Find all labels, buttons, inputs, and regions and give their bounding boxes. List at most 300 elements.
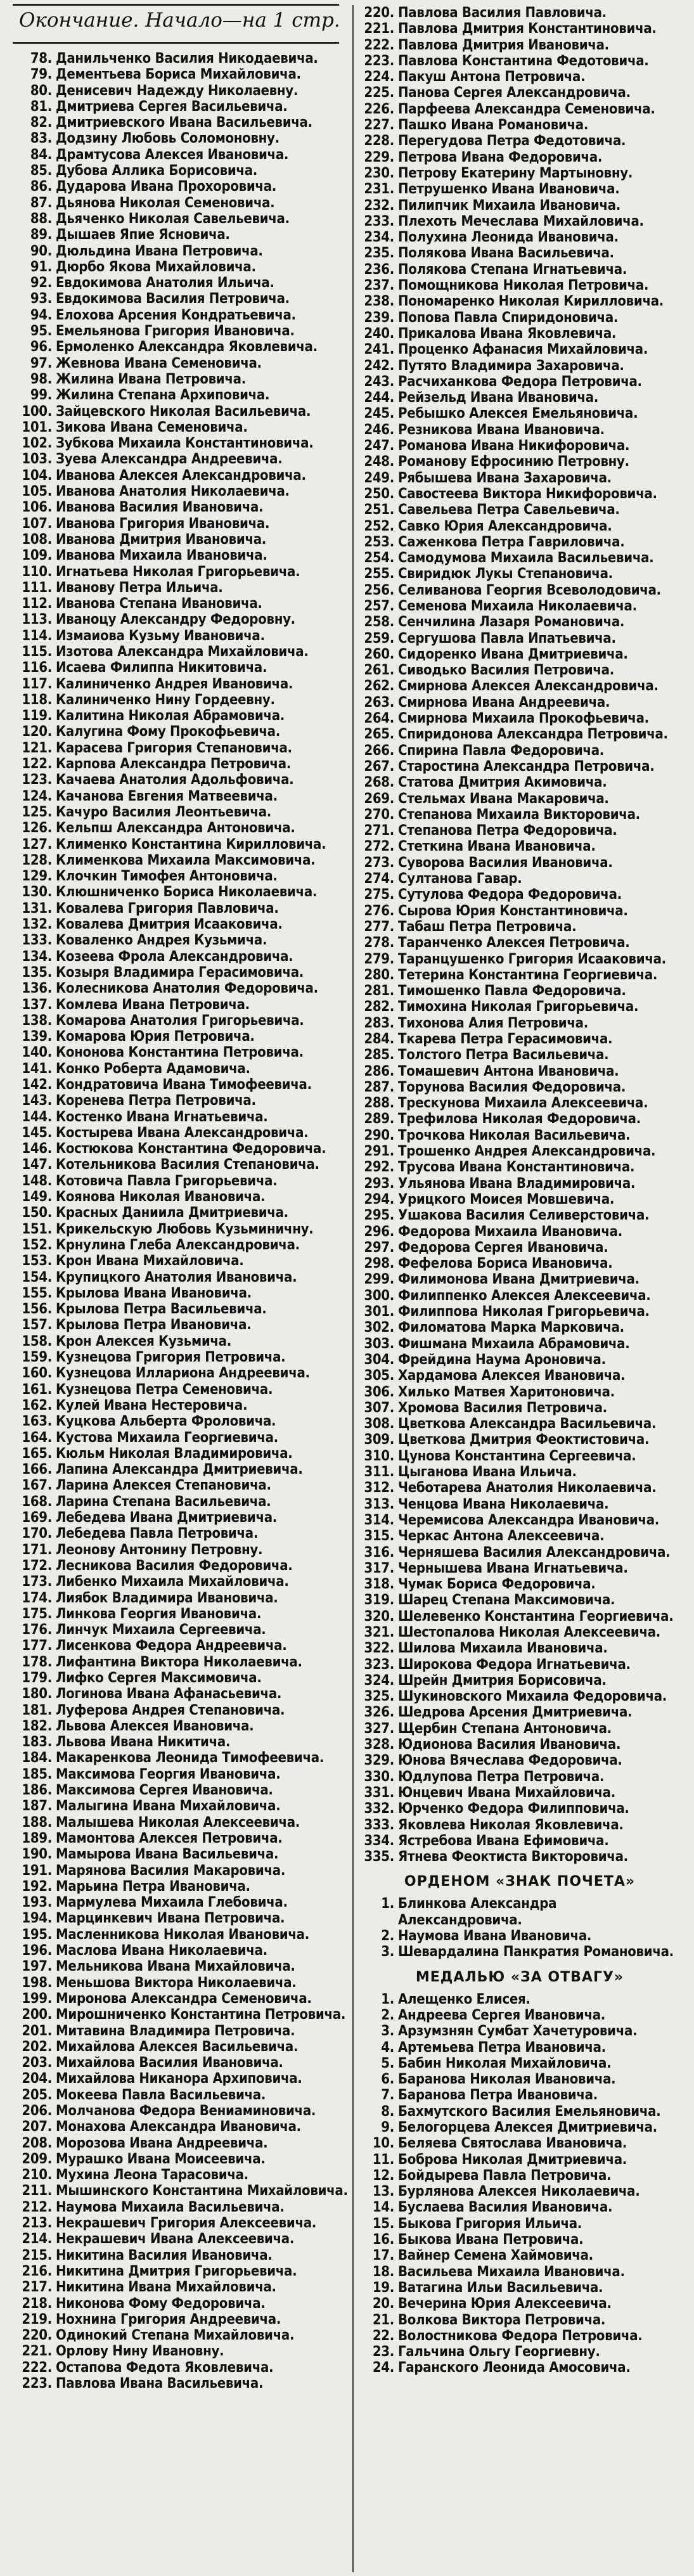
list-item (355, 1673, 684, 1689)
item-number: 214. (22, 2231, 52, 2248)
recipient-name: Ватагина Ильи Васильевича. (398, 2279, 603, 2296)
list-item (13, 2215, 355, 2231)
recipient-name: Шарец Степана Максимовича. (398, 1592, 615, 1609)
recipient-name: Иванова Анатолия Николаевича. (56, 484, 290, 500)
item-number: 11. (372, 2151, 394, 2168)
item-number: 104. (22, 467, 52, 484)
list-item (355, 1272, 684, 1287)
list-item (355, 1944, 684, 1960)
recipient-name: Марьина Петра Ивановича. (56, 1878, 250, 1895)
recipient-name: Лебедева Павла Петровича. (56, 1526, 259, 1542)
recipient-name: Калитина Николая Абрамовича. (56, 708, 285, 724)
list-item (13, 1317, 355, 1333)
list-item (13, 516, 355, 532)
item-number: 304. (364, 1351, 394, 1368)
list-item (13, 1927, 355, 1943)
list-item (13, 387, 355, 403)
recipient-name: Комарова Юрия Петровича. (56, 1029, 255, 1045)
item-number: 295. (364, 1208, 394, 1224)
list-item (13, 853, 355, 868)
recipient-name: Конко Роберта Адамовича. (56, 1060, 250, 1077)
recipient-name: Иванова Григория Ивановича. (56, 515, 270, 532)
list-item (13, 211, 355, 227)
item-number: 207. (22, 2119, 52, 2135)
item-number: 242. (364, 357, 394, 374)
list-item (13, 2199, 355, 2215)
item-number: 135. (22, 964, 52, 981)
list-item (13, 1285, 355, 1301)
recipient-name: Некрашевич Ивана Алексеевича. (56, 2231, 295, 2248)
item-number: 221. (364, 21, 394, 37)
list-item (13, 291, 355, 307)
list-item (355, 1928, 684, 1944)
list-item (13, 628, 355, 644)
recipient-name: Карпова Александра Петровича. (56, 756, 291, 773)
recipient-name: Толстого Петра Васильевича. (398, 1047, 609, 1064)
list-item (13, 1013, 355, 1029)
item-number: 326. (364, 1704, 394, 1721)
list-item (355, 214, 684, 229)
list-item (13, 2360, 355, 2376)
recipient-name: Линкова Георгия Ивановича. (56, 1606, 262, 1622)
list-item (13, 2023, 355, 2039)
recipient-name: Козыря Владимира Герасимовича. (56, 964, 304, 981)
list-item (355, 390, 684, 406)
recipient-name: Изотова Александра Михайловича. (56, 643, 309, 660)
item-number: 174. (22, 1590, 52, 1606)
list-item (355, 967, 684, 983)
list-item (13, 612, 355, 628)
list-item (355, 983, 684, 999)
recipient-name: Зуева Александра Андреевича. (56, 451, 283, 468)
recipient-name: Коваленко Андрея Кузьмича. (56, 932, 267, 949)
list-item (13, 1558, 355, 1574)
recipient-name: Пономаренко Николая Кирилловича. (398, 293, 664, 310)
recipient-name: Зубкова Михаила Константиновича. (56, 435, 314, 452)
recipient-name: Малышева Николая Алексеевича. (56, 1814, 300, 1831)
item-number: 232. (364, 197, 394, 214)
recipient-name: Перегудова Петра Федотовича. (398, 133, 626, 150)
recipient-name: Султанова Гавар. (398, 871, 522, 887)
recipient-name: Миронова Александра Семеновича. (56, 1990, 312, 2007)
recipient-name: Трескунова Михаила Алексеевича. (398, 1095, 648, 1112)
item-number: 10. (372, 2135, 394, 2152)
recipient-name: Филимонова Ивана Дмитриевича. (398, 1272, 639, 1288)
item-number: 205. (22, 2087, 52, 2103)
item-number: 260. (364, 646, 394, 662)
list-item (13, 564, 355, 580)
recipient-name: Баранова Николая Ивановича. (398, 2071, 616, 2088)
header-rule (13, 42, 339, 44)
recipient-name: Львова Ивана Никитича. (56, 1734, 231, 1751)
recipient-name: Ермоленко Александра Яковлевича. (56, 339, 318, 356)
list-item (355, 518, 684, 534)
item-number: 103. (22, 451, 52, 468)
recipient-name: Яковлева Николая Яковлевича. (398, 1817, 624, 1833)
list-item (13, 1157, 355, 1173)
item-number: 3. (381, 1944, 394, 1961)
recipient-name: Иванову Петра Ильича. (56, 579, 223, 596)
list-item (13, 1141, 355, 1157)
list-item (355, 1576, 684, 1592)
list-item (13, 949, 355, 965)
recipient-name: Михайлова Алексея Васильевича. (56, 2038, 299, 2055)
recipient-name: Луферова Андрея Степановича. (56, 1702, 285, 1718)
item-number: 311. (364, 1464, 394, 1481)
recipient-name: Шевардалина Панкратия Романовича. (398, 1944, 674, 1961)
list-item (355, 358, 684, 374)
recipient-name: Дементьева Бориса Михайловича. (56, 67, 301, 83)
recipient-name: Васильева Михаила Ивановича. (398, 2264, 625, 2280)
recipient-name: Жилина Степана Архиповича. (56, 387, 270, 404)
list-item (13, 115, 355, 131)
item-number: 262. (364, 678, 394, 695)
recipient-name: Савельева Петра Савельевича. (398, 502, 620, 518)
list-item (13, 2135, 355, 2151)
recipient-name: Красных Даниила Дмитриевича. (56, 1205, 288, 1221)
list-item (355, 2280, 684, 2296)
list-item (13, 1895, 355, 1910)
list-item (13, 2167, 355, 2183)
list-item (355, 2328, 684, 2344)
item-number: 238. (364, 293, 394, 310)
recipient-name: Качуро Василия Леонтьевича. (56, 804, 271, 820)
list-item (355, 1545, 684, 1561)
recipient-name: Котельникова Василия Степановича. (56, 1157, 319, 1173)
list-item (355, 839, 684, 854)
list-item (13, 1734, 355, 1750)
item-number: 328. (364, 1737, 394, 1753)
list-item (355, 85, 684, 101)
list-item (13, 1478, 355, 1493)
list-item (13, 1590, 355, 1606)
recipient-name: Бахмутского Василия Емельяновича. (398, 2103, 661, 2120)
list-item (13, 1270, 355, 1285)
recipient-name: Иванова Степана Ивановича. (56, 596, 262, 612)
item-number: 119. (22, 708, 52, 724)
item-number: 329. (364, 1753, 394, 1769)
list-item (355, 550, 684, 566)
recipient-name: Денисевич Надежду Николаевну. (56, 82, 299, 99)
list-item (13, 1991, 355, 2007)
recipient-name: Чернышева Ивана Игнатьевича. (398, 1560, 628, 1576)
recipient-name: Комарова Анатолия Григорьевича. (56, 1012, 304, 1029)
recipient-name: Козеева Фрола Александровича. (56, 948, 293, 965)
recipient-name: Кюльм Николая Владимировича. (56, 1445, 293, 1462)
recipient-name: Монахова Александра Ивановича. (56, 2119, 301, 2135)
item-number: 305. (364, 1368, 394, 1384)
recipient-name: Иванова Василия Ивановича. (56, 499, 264, 516)
item-number: 281. (364, 983, 394, 1000)
item-number: 179. (22, 1670, 52, 1686)
recipient-name: Крупицкого Анатолия Ивановича. (56, 1269, 297, 1285)
recipient-name: Пилипчик Михаила Ивановича. (398, 197, 621, 214)
recipient-name: Быкова Григория Ильича. (398, 2215, 582, 2232)
order-award-list (355, 1896, 684, 1960)
recipient-name: Маслова Ивана Николаевича. (56, 1943, 267, 1959)
recipient-name: Саженкова Петра Гавриловича. (398, 534, 625, 550)
list-item (355, 438, 684, 454)
order-title: ОРДЕНОМ «ЗНАК ПОЧЕТА» (404, 1874, 636, 1890)
item-number: 159. (22, 1349, 52, 1366)
recipient-name: Юрченко Федора Филипповича. (398, 1801, 629, 1817)
item-number: 155. (22, 1285, 52, 1301)
item-number: 154. (22, 1269, 52, 1285)
recipient-name: Львова Алексея Ивановича. (56, 1718, 254, 1734)
item-number: 149. (22, 1189, 52, 1206)
recipient-name: Дьянова Николая Семеновича. (56, 195, 275, 211)
list-item (13, 2039, 355, 2055)
item-number: 197. (22, 1959, 52, 1975)
item-number: 105. (22, 484, 52, 500)
list-item (355, 1448, 684, 1464)
recipient-name: Юнцевич Ивана Михайловича. (398, 1784, 615, 1801)
recipient-name: Цветкова Дмитрия Феоктистовича. (398, 1432, 650, 1448)
list-item (13, 2296, 355, 2312)
list-item (355, 1704, 684, 1720)
recipient-name: Орлову Нину Ивановну. (56, 2343, 224, 2360)
item-number: 241. (364, 342, 394, 358)
item-number: 79. (30, 67, 52, 83)
recipient-name: Савостеева Виктора Никифоровича. (398, 486, 657, 502)
item-number: 247. (364, 438, 394, 454)
item-number: 102. (22, 435, 52, 452)
list-item (13, 1061, 355, 1077)
recipient-name: Бурлянова Алексея Николаевича. (398, 2184, 640, 2200)
list-item (13, 1831, 355, 1846)
recipient-name: Филиппенко Алексея Алексеевича. (398, 1287, 651, 1304)
item-number: 277. (364, 918, 394, 935)
recipient-name: Смирнова Алексея Александровича. (398, 678, 659, 695)
item-number: 218. (22, 2295, 52, 2312)
recipient-name: Степанова Михаила Викторовича. (398, 806, 640, 823)
list-item (13, 371, 355, 387)
item-number: 215. (22, 2247, 52, 2264)
recipient-name: Иванова Михаила Ивановича. (56, 548, 267, 564)
item-number: 220. (364, 5, 394, 21)
item-number: 178. (22, 1654, 52, 1670)
list-item (355, 101, 684, 117)
recipient-name: Ларина Степана Васильевича. (56, 1493, 271, 1510)
item-number: 107. (22, 515, 52, 532)
item-number: 291. (364, 1143, 394, 1160)
list-item (13, 1494, 355, 1510)
item-number: 139. (22, 1029, 52, 1045)
list-item (13, 131, 355, 146)
recipient-name: Игнатьева Николая Григорьевича. (56, 564, 300, 580)
list-item (355, 1640, 684, 1656)
item-number: 314. (364, 1512, 394, 1528)
item-number: 309. (364, 1432, 394, 1448)
list-item (13, 1029, 355, 1045)
item-number: 176. (22, 1622, 52, 1639)
recipient-name: Лисенкова Федора Андреевича. (56, 1638, 287, 1654)
list-item (355, 1128, 684, 1143)
item-number: 246. (364, 422, 394, 438)
list-item (355, 1159, 684, 1175)
list-item (13, 1237, 355, 1253)
item-number: 152. (22, 1237, 52, 1253)
list-item (13, 1606, 355, 1622)
item-number: 2. (381, 1928, 394, 1945)
item-number: 151. (22, 1221, 52, 1237)
recipient-name: Петрушенко Ивана Ивановича. (398, 181, 620, 198)
list-item (355, 326, 684, 342)
list-item (13, 1574, 355, 1590)
item-number: 255. (364, 566, 394, 583)
list-item (355, 1288, 684, 1304)
list-item (355, 2056, 684, 2071)
recipient-name: Стельмах Ивана Макаровича. (398, 790, 609, 807)
recipient-name: Крикельскую Любовь Кузьминичну. (56, 1221, 314, 1237)
list-item (355, 951, 684, 967)
list-item (355, 2087, 684, 2103)
item-number: 106. (22, 499, 52, 516)
item-number: 185. (22, 1766, 52, 1782)
recipient-name: Попова Павла Спиридоновича. (398, 309, 619, 326)
recipient-name: Волостникова Федора Петровича. (398, 2328, 643, 2344)
item-number: 294. (364, 1191, 394, 1208)
list-item (13, 468, 355, 484)
item-number: 280. (364, 967, 394, 983)
item-number: 94. (30, 307, 52, 323)
recipient-name: Клименко Константина Кирилловича. (56, 836, 326, 853)
recipient-name: Вайнер Семена Хаймовича. (398, 2248, 593, 2264)
recipient-name: Крон Алексея Кузьмича. (56, 1333, 231, 1349)
item-number: 300. (364, 1287, 394, 1304)
recipient-name: Романова Ивана Никифоровича. (398, 438, 630, 454)
recipient-name: Черняшева Василия Александровича. (398, 1544, 671, 1561)
recipient-name: Арзумзнян Сумбат Хачетуровича. (398, 2023, 638, 2040)
item-number: 265. (364, 726, 394, 743)
top-rule (13, 4, 339, 6)
list-item (13, 2007, 355, 2023)
list-item (355, 245, 684, 261)
list-item (13, 772, 355, 788)
item-number: 141. (22, 1060, 52, 1077)
recipient-name: Одинокий Степана Михайловича. (56, 2328, 295, 2344)
recipient-name: Федорова Сергея Ивановича. (398, 1239, 608, 1256)
item-number: 111. (22, 579, 52, 596)
list-item (13, 1879, 355, 1895)
recipient-name: Леонову Антонину Петровну. (56, 1542, 263, 1558)
item-number: 306. (364, 1384, 394, 1400)
recipient-name: Никитина Василия Ивановича. (56, 2247, 273, 2264)
list-item (13, 820, 355, 836)
item-number: 212. (22, 2199, 52, 2215)
list-item (13, 499, 355, 515)
recipient-name: Морозова Ивана Андреевича. (56, 2135, 268, 2151)
item-number: 196. (22, 1943, 52, 1959)
item-number: 113. (22, 612, 52, 628)
list-item (13, 1045, 355, 1060)
item-number: 163. (22, 1414, 52, 1430)
list-item (355, 1143, 684, 1159)
list-item (13, 1253, 355, 1269)
list-item (355, 1064, 684, 1079)
list-item (13, 1173, 355, 1189)
medal-title: МЕДАЛЬЮ «ЗА ОТВАГУ» (415, 1969, 624, 1985)
item-number: 249. (364, 470, 394, 486)
recipient-name: Иванова Дмитрия Ивановича. (56, 531, 267, 548)
list-item (13, 1846, 355, 1862)
recipient-name: Либенко Михаила Михайловича. (56, 1574, 289, 1590)
item-number: 184. (22, 1750, 52, 1767)
list-item (355, 374, 684, 390)
item-number: 236. (364, 261, 394, 278)
list-item (355, 1721, 684, 1737)
recipient-name: Пашко Ивана Романовича. (398, 117, 589, 134)
recipient-name: Драмтусова Алексея Ивановича. (56, 146, 289, 163)
list-item (13, 435, 355, 451)
list-item (355, 1896, 684, 1928)
recipient-name: Крылова Ивана Ивановича. (56, 1285, 252, 1301)
list-item (355, 662, 684, 678)
list-item (355, 1432, 684, 1448)
recipient-name: Никитина Ивана Михайловича. (56, 2279, 276, 2296)
recipient-name: Ястребова Ивана Ефимовича. (398, 1832, 609, 1849)
item-number: 248. (364, 454, 394, 470)
list-item (13, 548, 355, 564)
item-number: 293. (364, 1175, 394, 1192)
list-item (355, 1111, 684, 1127)
recipient-name: Юнова Вячеслава Федоровича. (398, 1753, 622, 1769)
item-number: 187. (22, 1798, 52, 1815)
item-number: 126. (22, 820, 52, 837)
recipient-name: Прикалова Ивана Яковлевича. (398, 325, 617, 342)
item-number: 224. (364, 69, 394, 86)
recipient-name: Остапова Федота Яковлевича. (56, 2359, 274, 2376)
item-number: 284. (364, 1031, 394, 1047)
recipient-name: Калиниченко Нину Гордеевну. (56, 692, 275, 708)
item-number: 180. (22, 1686, 52, 1703)
list-item (13, 1510, 355, 1526)
item-number: 223. (22, 2376, 52, 2392)
list-item (355, 454, 684, 470)
recipient-name: Ятнева Феоктиста Викторовича. (398, 1849, 628, 1865)
recipient-name: Черкас Антона Алексеевича. (398, 1528, 605, 1545)
list-item (355, 1785, 684, 1801)
item-number: 157. (22, 1317, 52, 1334)
item-number: 183. (22, 1734, 52, 1751)
item-number: 245. (364, 406, 394, 422)
recipient-name: Сергушова Павла Ипатьевича. (398, 630, 616, 647)
list-item (355, 2344, 684, 2360)
item-number: 24. (372, 2360, 394, 2376)
recipient-name: Селиванова Георгия Всеволодовича. (398, 582, 661, 598)
item-number: 164. (22, 1429, 52, 1446)
recipient-name: Колесникова Анатолия Федоровича. (56, 981, 318, 997)
recipient-name: Павлова Дмитрия Ивановича. (398, 37, 609, 53)
recipient-name: Жевнова Ивана Семеновича. (56, 355, 262, 371)
item-number: 82. (30, 115, 52, 131)
item-number: 165. (22, 1445, 52, 1462)
recipient-name: Цветкова Александра Васильевича. (398, 1416, 657, 1433)
recipient-name: Ковалева Дмитрия Исааковича. (56, 917, 283, 933)
item-number: 170. (22, 1526, 52, 1542)
recipient-name: Наумова Ивана Ивановича. (398, 1928, 592, 1945)
recipient-name: Чеботарева Анатолия Николаевича. (398, 1480, 657, 1497)
recipient-name: Кузнецова Иллариона Андреевича. (56, 1365, 310, 1382)
item-number: 310. (364, 1448, 394, 1464)
item-number: 118. (22, 692, 52, 708)
recipient-name: Михайлова Никанора Архиповича. (56, 2071, 302, 2087)
list-item (355, 53, 684, 69)
list-item (355, 823, 684, 839)
recipient-name: Щербин Степана Антоновича. (398, 1720, 612, 1737)
recipient-name: Баранова Петра Ивановича. (398, 2087, 598, 2104)
continuation-header: Окончание. Начало—на 1 стр. (19, 9, 340, 32)
